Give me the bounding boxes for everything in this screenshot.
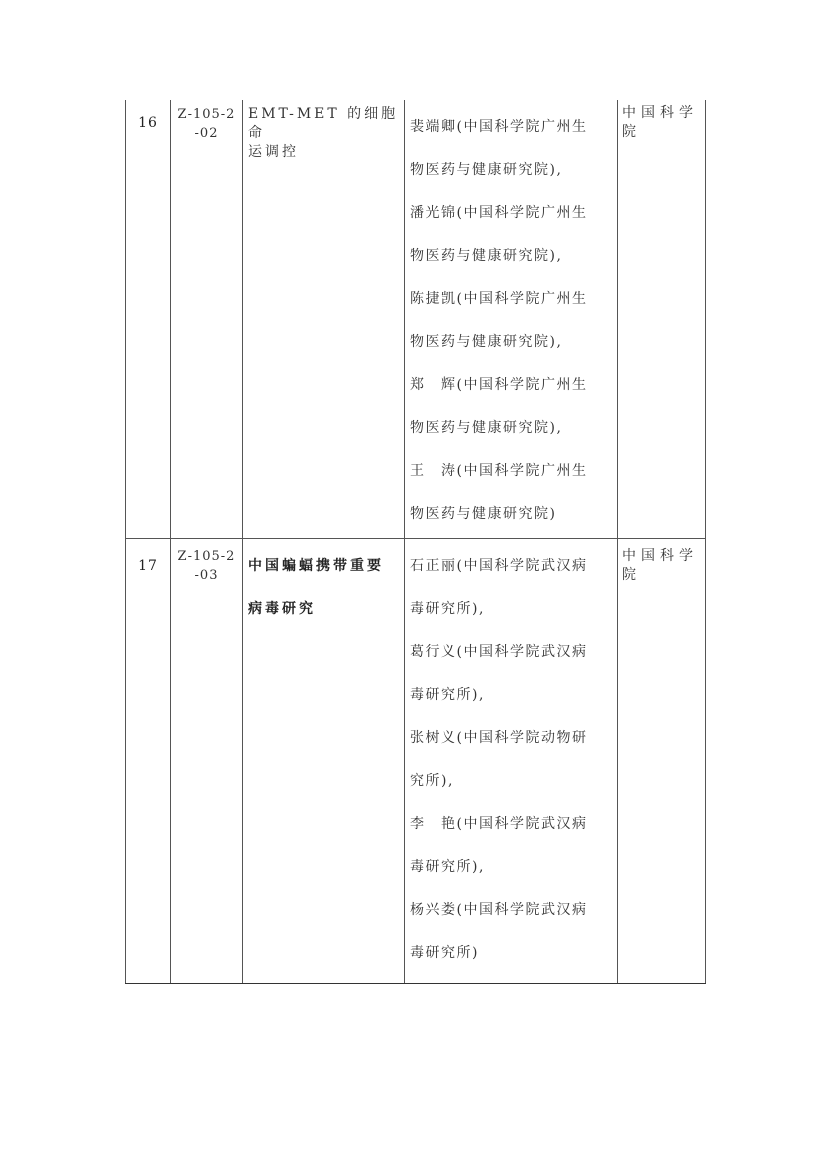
completer-line: 张树义(中国科学院动物研 [410,730,588,746]
project-code-line2: -02 [194,126,219,141]
row-number: 16 [138,115,158,131]
completer-line: 物医药与健康研究院), [410,334,563,350]
row-number: 17 [138,558,158,574]
project-title-cell [242,100,404,538]
completer-line: 物医药与健康研究院), [410,162,563,178]
project-code-cell [170,100,242,538]
awards-table [125,100,706,984]
completer-line: 郑 辉(中国科学院广州生 [410,377,588,393]
project-code-line1: Z-105-2 [177,107,236,122]
completer-line: 物医药与健康研究院) [410,506,557,522]
completer-line: 石正丽(中国科学院武汉病 [410,558,588,574]
project-title-line2: 运调控 [248,144,299,160]
row-number-cell [125,100,170,538]
project-code-line2: -03 [194,568,219,583]
table-row [125,538,706,983]
organization-cell [617,539,706,983]
project-title-line2: 病毒研究 [248,601,316,617]
completer-line: 毒研究所) [410,945,479,961]
completer-line: 葛行义(中国科学院武汉病 [410,644,588,660]
completer-line: 究所), [410,773,454,789]
project-title-line1: EMT-MET 的细胞命 [248,106,399,141]
organization-line2: 院 [622,567,641,583]
completer-line: 毒研究所), [410,687,485,703]
completer-line: 李 艳(中国科学院武汉病 [410,816,588,832]
project-code-cell [170,539,242,983]
completer-line: 王 涛(中国科学院广州生 [410,463,588,479]
completer-line: 物医药与健康研究院), [410,420,563,436]
completer-line: 毒研究所), [410,601,485,617]
completer-line: 杨兴娄(中国科学院武汉病 [410,902,588,918]
table-row [125,100,706,538]
project-title-cell [242,539,404,983]
organization-line1: 中国科学 [622,548,698,564]
organization-line2: 院 [622,124,641,140]
row-number-cell [125,539,170,983]
organization-cell [617,100,706,538]
organization-line1: 中国科学 [622,105,698,121]
completers-cell [404,539,617,983]
completers-cell [404,100,617,538]
completer-line: 陈捷凯(中国科学院广州生 [410,291,588,307]
completer-line: 裴端卿(中国科学院广州生 [410,119,588,135]
project-title-line1: 中国蝙蝠携带重要 [248,558,384,574]
completer-line: 潘光锦(中国科学院广州生 [410,205,588,221]
completer-line: 物医药与健康研究院), [410,248,563,264]
completer-line: 毒研究所), [410,859,485,875]
project-code-line1: Z-105-2 [177,549,236,564]
